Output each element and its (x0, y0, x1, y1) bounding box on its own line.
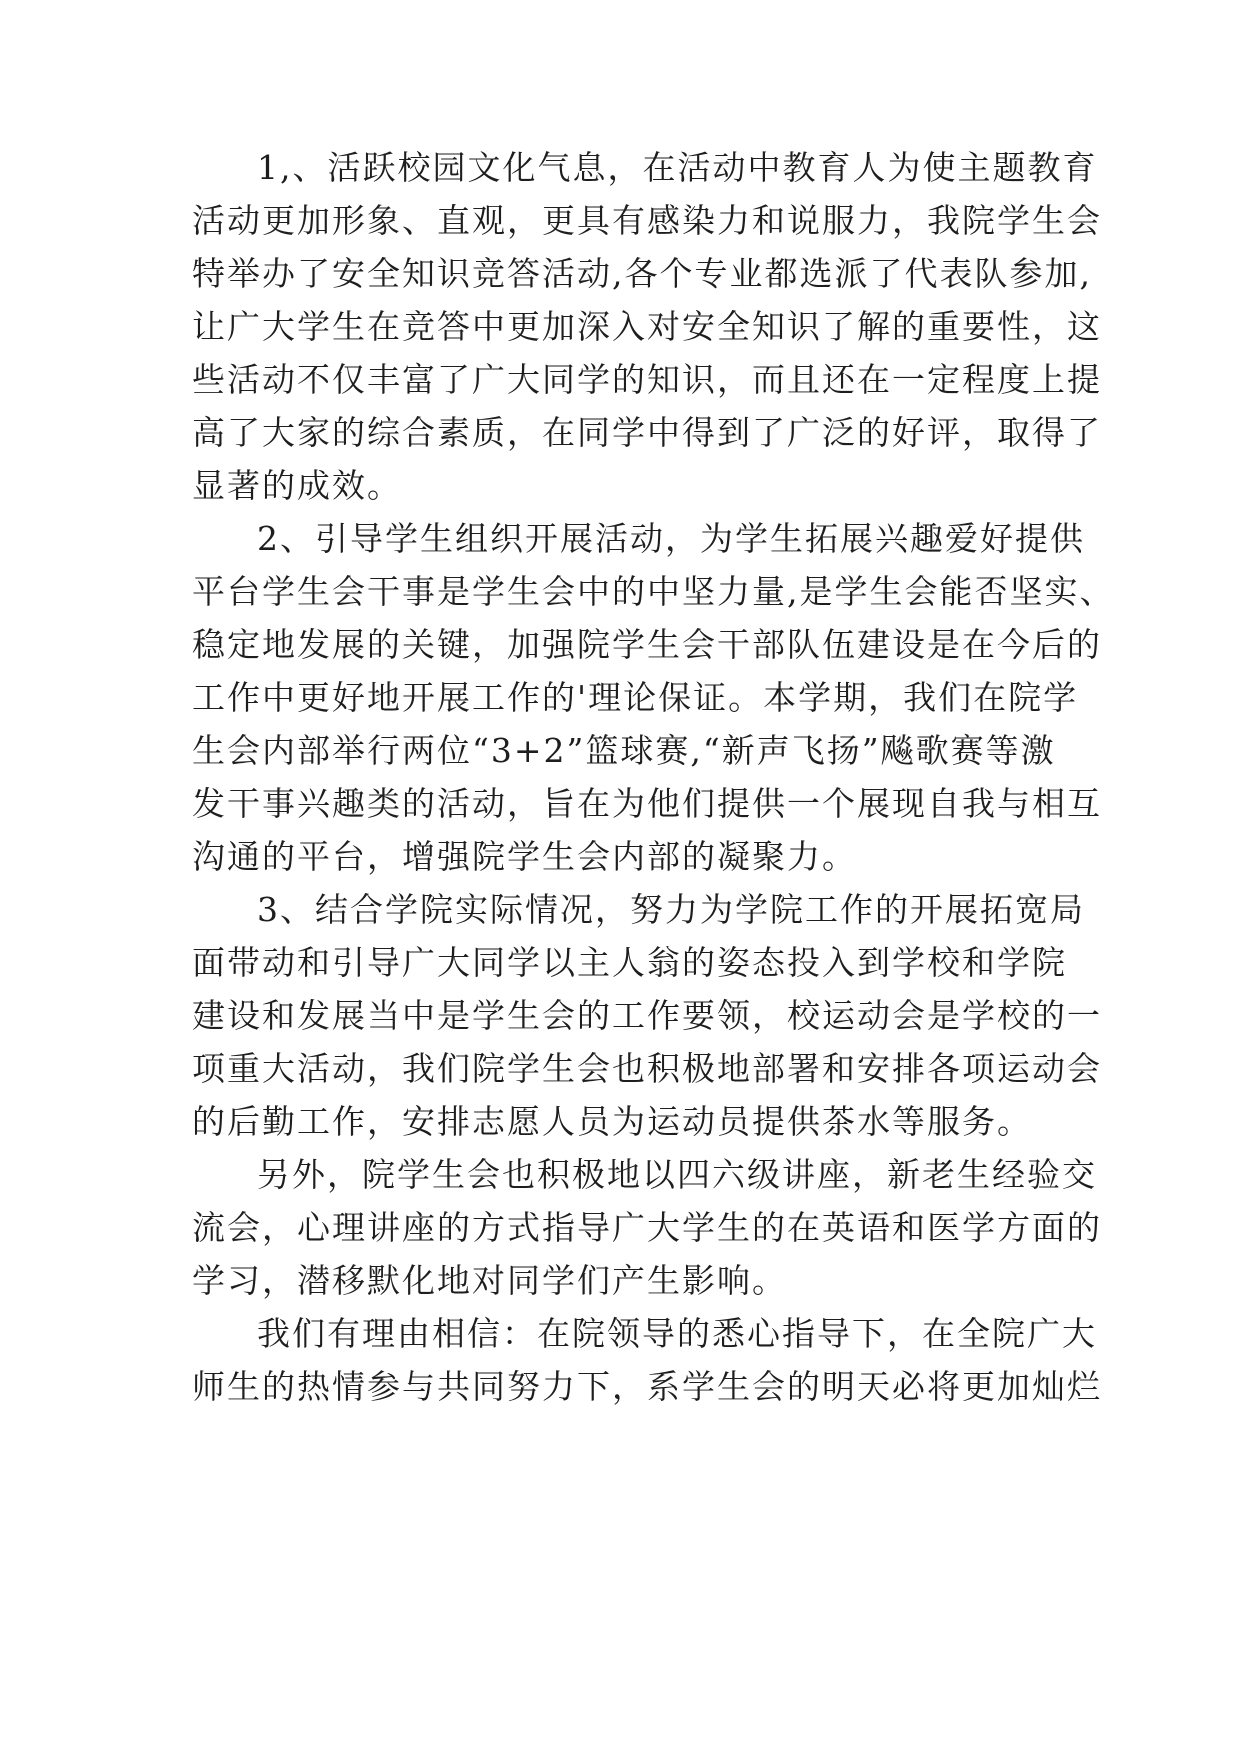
paragraph-2-line-6: 发干事兴趣类的活动，旨在为他们提供一个展现自我与相互 (192, 784, 1102, 823)
paragraph-4-line-3: 学习，潜移默化地对同学们产生影响。 (192, 1261, 787, 1300)
paragraph-1-line-6: 高了大家的综合素质，在同学中得到了广泛的好评，取得了 (192, 413, 1102, 452)
paragraph-4-line-1: 另外，院学生会也积极地以四六级讲座，新老生经验交 (257, 1155, 1097, 1194)
paragraph-1-line-5: 些活动不仅丰富了广大同学的知识，而且还在一定程度上提 (192, 360, 1102, 399)
paragraph-3-line-3: 建设和发展当中是学生会的工作要领，校运动会是学校的一 (192, 996, 1102, 1035)
paragraph-2-line-2: 平台学生会干事是学生会中的中坚力量,是学生会能否坚实、 (192, 572, 1115, 611)
paragraph-5-line-2: 师生的热情参与共同努力下，系学生会的明天必将更加灿烂 (192, 1367, 1102, 1406)
paragraph-5-line-1: 我们有理由相信：在院领导的悉心指导下，在全院广大 (257, 1314, 1097, 1353)
paragraph-2-line-1: 2、引导学生组织开展活动，为学生拓展兴趣爱好提供 (257, 519, 1085, 558)
paragraph-2-line-5: 生会内部举行两位“3+2”篮球赛,“新声飞扬”飚歌赛等激 (192, 731, 1056, 770)
paragraph-3-line-2: 面带动和引导广大同学以主人翁的姿态投入到学校和学院 (192, 943, 1067, 982)
paragraph-1-line-4: 让广大学生在竞答中更加深入对安全知识了解的重要性，这 (192, 307, 1102, 346)
paragraph-3-line-4: 项重大活动，我们院学生会也积极地部署和安排各项运动会 (192, 1049, 1102, 1088)
paragraph-1-line-3: 特举办了安全知识竞答活动,各个专业都选派了代表队参加, (192, 254, 1092, 293)
paragraph-2-line-7: 沟通的平台，增强院学生会内部的凝聚力。 (192, 837, 857, 876)
paragraph-2-line-4: 工作中更好地开展工作的'理论保证。本学期，我们在院学 (192, 678, 1079, 717)
paragraph-4-line-2: 流会，心理讲座的方式指导广大学生的在英语和医学方面的 (192, 1208, 1102, 1247)
paragraph-1-line-1: 1,、活跃校园文化气息，在活动中教育人为使主题教育 (257, 148, 1098, 187)
paragraph-3-line-1: 3、结合学院实际情况，努力为学院工作的开展拓宽局 (257, 890, 1085, 929)
paragraph-1-line-7: 显著的成效。 (192, 466, 402, 505)
paragraph-1-line-2: 活动更加形象、直观，更具有感染力和说服力，我院学生会 (192, 201, 1102, 240)
paragraph-3-line-5: 的后勤工作，安排志愿人员为运动员提供茶水等服务。 (192, 1102, 1032, 1141)
paragraph-2-line-3: 稳定地发展的关键，加强院学生会干部队伍建设是在今后的 (192, 625, 1102, 664)
